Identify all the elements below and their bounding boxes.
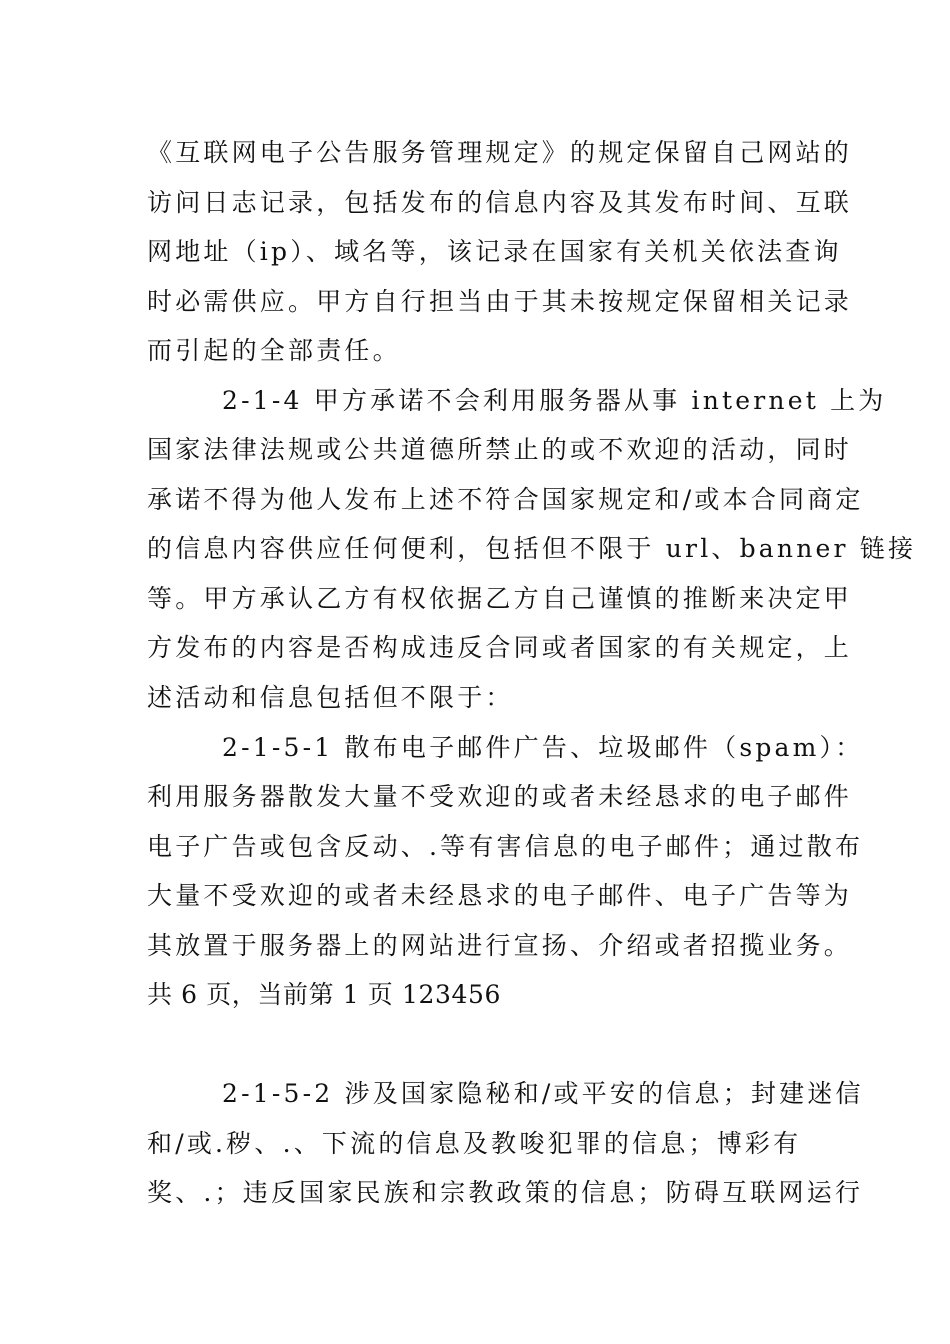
text-line: 大量不受欢迎的或者未经恳求的电子邮件、电子广告等为 [147, 881, 853, 910]
text-line: 利用服务器散发大量不受欢迎的或者未经恳求的电子邮件 [147, 782, 853, 811]
text-line: 电子广告或包含反动、.等有害信息的电子邮件；通过散布 [147, 832, 864, 861]
text-line: 的信息内容供应任何便利，包括但不限于 url、banner 链接 [147, 534, 917, 563]
text-line: 而引起的全部责任。 [147, 336, 401, 365]
text-line: 国家法律法规或公共道德所禁止的或不欢迎的活动，同时 [147, 435, 853, 464]
text-line: 奖、.；违反国家民族和宗教政策的信息；防碍互联网运行 [147, 1178, 864, 1207]
page-indicator: 共 6 页，当前第 1 页 123456 [147, 980, 501, 1009]
text-line: 时必需供应。甲方自行担当由于其未按规定保留相关记录 [147, 287, 853, 316]
text-line: 访问日志记录，包括发布的信息内容及其发布时间、互联 [147, 188, 853, 217]
text-line: 等。甲方承认乙方有权依据乙方自己谨慎的推断来决定甲 [147, 584, 853, 613]
paragraph-heading-2-1-5-2: 2-1-5-2 涉及国家隐秘和/或平安的信息；封建迷信 [222, 1079, 864, 1108]
text-line: 网地址（ip）、域名等，该记录在国家有关机关依法查询 [147, 237, 842, 266]
text-line: 方发布的内容是否构成违反合同或者国家的有关规定，上 [147, 633, 853, 662]
text-line: 和/或.秽、.、下流的信息及教唆犯罪的信息；博彩有 [147, 1129, 802, 1158]
text-line: 承诺不得为他人发布上述不符合国家规定和/或本合同商定 [147, 485, 864, 514]
paragraph-heading-2-1-5-1: 2-1-5-1 散布电子邮件广告、垃圾邮件（spam）： [222, 733, 864, 762]
paragraph-heading-2-1-4: 2-1-4 甲方承诺不会利用服务器从事 internet 上为 [222, 386, 887, 415]
text-line: 《互联网电子公告服务管理规定》的规定保留自己网站的 [147, 138, 853, 167]
text-line: 其放置于服务器上的网站进行宣扬、介绍或者招揽业务。 [147, 931, 853, 960]
text-line: 述活动和信息包括但不限于： [147, 683, 514, 712]
